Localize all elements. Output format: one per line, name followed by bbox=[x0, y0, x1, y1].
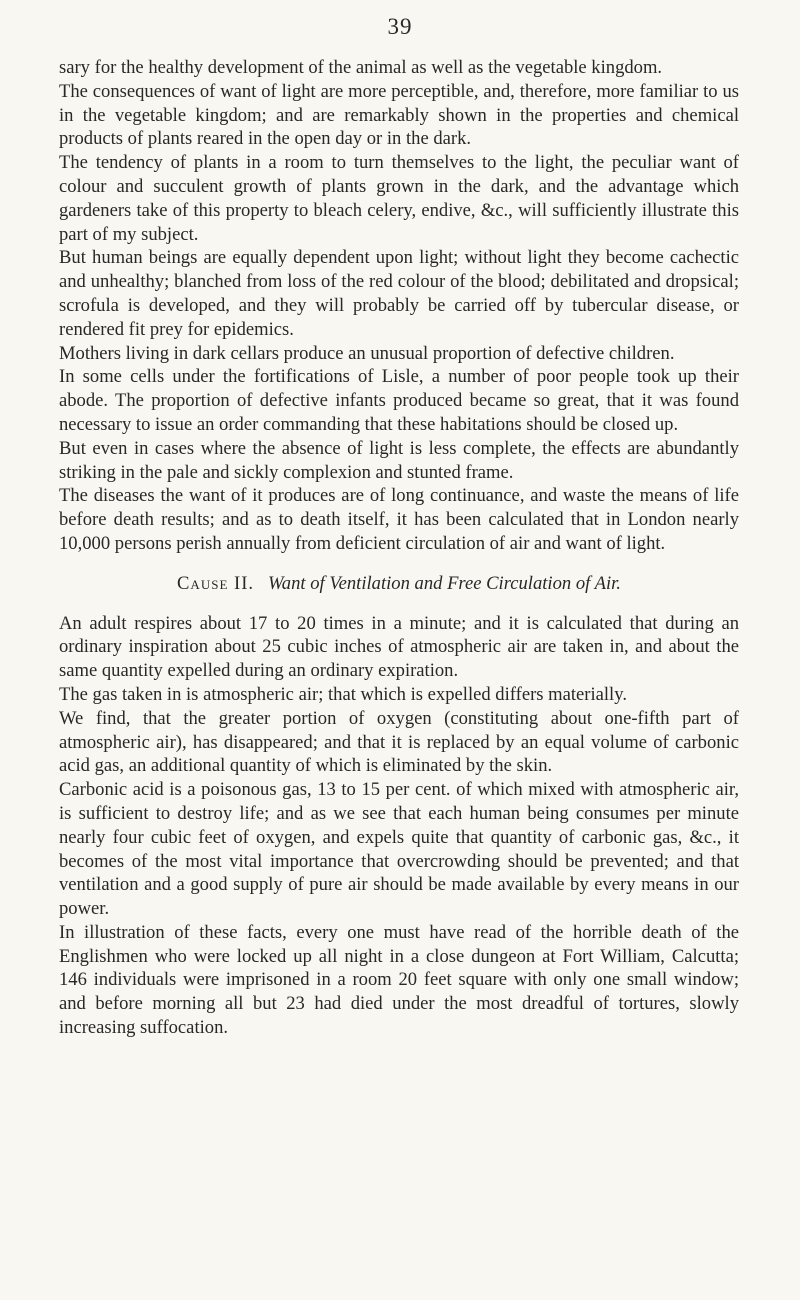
page-body bbox=[59, 56, 739, 1040]
section-title: Want of Ventilation and Free Circulation of Air. bbox=[268, 572, 621, 594]
paragraph-continued: sary for the healthy development of the animal as well as the vegetable kingdom. bbox=[59, 57, 663, 78]
section-heading bbox=[59, 572, 739, 596]
page-number: 39 bbox=[387, 14, 413, 39]
paragraph: The tendency of plants in a room to turn themselves to the light, the peculiar want of colour and succulent growth of plants grown in the dark, and the advantage which gardeners take of this property to bleach celery, endive, &c., will sufficiently illustrate this part of my subject. bbox=[59, 152, 739, 245]
section-cause-label: Cause II. bbox=[177, 572, 255, 594]
paragraph: The consequences of want of light are more perceptible, and, therefore, more familiar to us in the vegetable kingdom; and are remarkably shown in the properties and chemical products of plants reared in the open day or in the dark. bbox=[59, 80, 739, 150]
paragraph: In some cells under the fortifications of Lisle, a number of poor people took up their abode. The proportion of defective infants produced became so great, that it was found necessary to issue an order commanding that these habitations should be closed up. bbox=[59, 366, 739, 435]
paragraph: In illustration of these facts, every one must have read of the horrible death of the Englishmen who were locked up all night in a close dungeon at Fort William, Calcutta; 146 individuals were imprisoned in a room 20 feet square with only one small window; and before morning all but 23 had died under the most dreadful of tortures, slowly increasing suffocation. bbox=[59, 921, 739, 1039]
paragraph: The gas taken in is atmospheric air; that which is expelled differs materially. bbox=[59, 683, 627, 705]
paragraph: The diseases the want of it produces are of long continuance, and waste the means of life before death results; and as to death itself, it has been calculated that in London nearly 10,000 persons perish annually from deficient circulation of air and want of light. bbox=[59, 485, 739, 554]
paragraph: But human beings are equally dependent upon light; without light they become cachectic and unhealthy; blanched from loss of the red colour of the blood; debilitated and dropsical; scrofula is developed, and they will probably be carried off by tubercular disease, or rendered fit prey for epidemics. bbox=[59, 247, 739, 340]
paragraph: Carbonic acid is a poisonous gas, 13 to 15 per cent. of which mixed with atmospheric air, is sufficient to destroy life; and as we see that each human being consumes per minute nearly four cubic feet of oxygen, and expels quite that quantity of carbonic gas, &c., it becomes of the most vital importance that overcrowding should be prevented; and that ventilation and a good supply of pure air should be made available by every means in our power. bbox=[59, 779, 739, 920]
paragraph: We find, that the greater portion of oxygen (constituting about one-fifth part of atmospheric air), has disappeared; and that it is replaced by an equal volume of carbonic acid gas, an additional quantity of which is eliminated by the skin. bbox=[59, 707, 739, 777]
paragraph: An adult respires about 17 to 20 times in a minute; and it is calculated that during an ordinary inspiration about 25 cubic inches of atmospheric air are taken in, and about the same quantity expelled during an ordinary expiration. bbox=[59, 612, 739, 682]
paragraph: Mothers living in dark cellars produce an unusual proportion of defective children. bbox=[59, 342, 675, 364]
paragraph: But even in cases where the absence of light is less complete, the effects are abundantly striking in the pale and sickly complexion and stunted frame. bbox=[59, 437, 739, 483]
